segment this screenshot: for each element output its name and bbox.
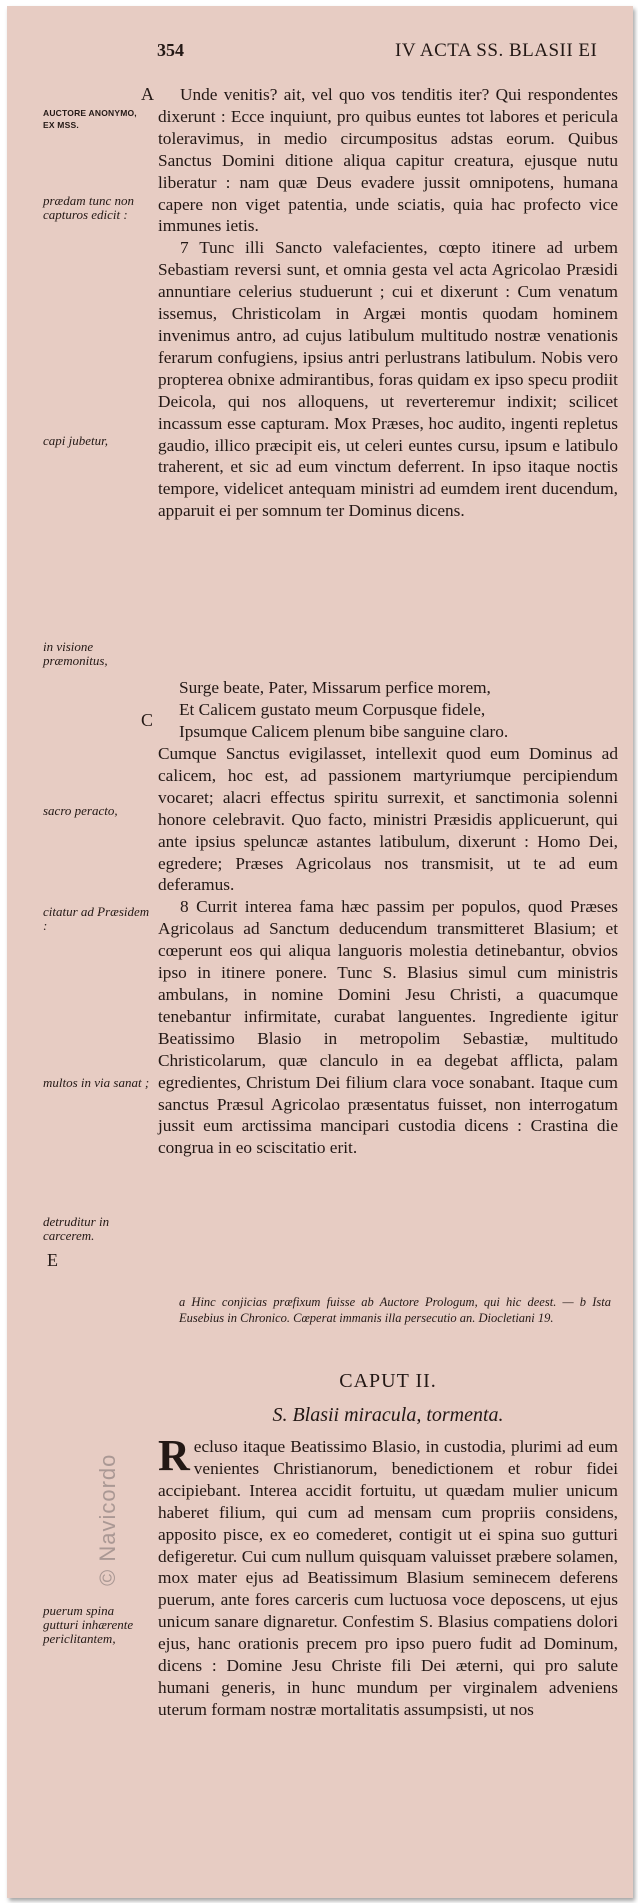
watermark: © Navicordo — [95, 1453, 120, 1586]
verse-block — [179, 677, 619, 743]
margin-letter-e: E — [47, 1250, 58, 1270]
chapter-body — [158, 1431, 618, 1721]
body-text-upper — [158, 84, 618, 522]
margin-note-7: detruditur in carcerem. — [43, 1214, 110, 1243]
margin-note-6: multos in via sanat ; — [43, 1075, 150, 1090]
margin-letter-a: A — [141, 84, 154, 104]
running-header — [157, 40, 633, 62]
paragraph-1: Unde venitis? ait, vel quo vos tenditis iter? Qui respondentes dixerunt : Ecce inquiunt, pro quibus euntes tot labores et pericula toleravimus, in medio circumpositus adstas eorum. Quibus Sanctus Domini ditione aliqua capitur creatura, ejusque nutu liberatur : nam quæ Deus evadere jussit omnipotens, humana capere non viget patentia, unde sciatis, quia hac profecto vice immunes ietis. — [158, 85, 618, 236]
scanned-page — [7, 6, 633, 1898]
margin-note-4: sacro peracto, — [43, 803, 118, 818]
margin-note-8: puerum spina gutturi inhærente periclitantem, — [43, 1603, 134, 1646]
margin-letter-c: C — [141, 710, 154, 730]
verse-line: Surge beate, Pater, Missarum perfice morem, — [179, 678, 491, 697]
page-content — [7, 6, 633, 1898]
footnotes: a Hinc conjicias præfixum fuisse ab Auctore Prologum, qui hic deest. — b Ista Eusebius in Chronico. Cœperat immanis illa persecutio an. Diocletiani 19. — [179, 1295, 611, 1325]
margin-note-2: capi jubetur, — [43, 433, 108, 448]
chapter-paragraph-text: ecluso itaque Beatissimo Blasio, in custodia, plurimi ad eum venientes Christianorum, benedictionem et robur fidei accipiebant. Interea accidit fortuitu, ut quædam mulier unicum haberet filium, qui cum ad mensam cum propriis considens, apposito pisce, ex eo comederet, contigit ut ei spina suo gutturi defigeretur. Cui cum nullum quisquam valuisset præbere solamen, mox mater ejus ad Beatissimum Blasium seminecem deferens puerum, ante fores carceris cum luctuosa voce deposcens, ut ejus unicum sanare dignaretur. Confestim S. Blasius compatiens dolori ejus, hanc orationis precem pro ipso puero fudit ad Dominum, dicens : Domine Jesu Christe fili Dei æterni, qui pro salute humani generis, in hunc mundum per virginalem adveniens uterum formam nostræ mortalitatis assumpsisti, ut nos — [158, 1437, 618, 1719]
verse-line: Et Calicem gustato meum Corpusque fidele, — [179, 699, 486, 719]
margin-note-1: prædam tunc non capturos edicit : — [43, 193, 134, 222]
chapter-paragraph-1 — [158, 1431, 618, 1721]
paragraph-4: 8 Currit interea fama hæc passim per populos, quod Præses Agricolaus ad Sanctum deducendum transmitteret Blasium; et cœperunt eos qui aliqua languoris molestia detinebantur, obvios ipso in itinere ponere. Tunc S. Blasius simul cum ministris ambulans, in nomine Domini Jesu Christi, a quacumque tenebantur infirmitate, curabat languentes. Ingrediente igitur Beatissimo Blasio in metropolim Sebastiæ, multitudo Christicolarum, quæ clanculo in ea degebat afflicta, palam egredientes, Christum Dei filium clara voce sonabant. Itaque cum sanctus Præsul Agricolao præsentatus fuisset, non interrogatum jussit eum arctissima mancipari custodia dicens : Crastina die congrua in eo sciscitatio erit. — [158, 897, 618, 1158]
paragraph-3: Cumque Sanctus evigilasset, intellexit quod eum Dominus ad calicem, hoc est, ad passionem martyriumque percipiendum vocaret; alacri effectus spiritu surrexit, et sanctimonia solenni honore celebravit. Quo facto, ministri Præsidis applicuerunt, qui ante ipsius speluncæ astantes latibulum, dixerunt : Homo Dei, egredere; Præses Agricolaus nos transmisit, ut te ad eum deferamus. — [158, 744, 618, 895]
paragraph-2: 7 Tunc illi Sancto valefacientes, cœpto itinere ad urbem Sebastiam reversi sunt, et omnia gesta vel acta Agricolao Præsidi annuntiare celerius studuerunt ; cui et dixerunt : Cum venatum issemus, Christicolam in Argæi montis quodam hominem invenimus antro, ad cujus latibulum multitudo nostræ venationis ferarum confugiens, ipsius antri perlustrans latibulum. Nobis vero propterea obnixe admirantibus, foras quidam ex ipso specu prodiit Deicola, qui nos alloquens, ut reverteremur indixit; scilicet incassum esse capturam. Mox Præses, hoc audito, ingenti repletus gaudio, illico præcipit eis, ut celeri euntes cursu, ipsum e latibulo traherent, et sic ad eum vinctum deferrent. In ipso itaque noctis tempore, videlicet antequam ministri ad eumdem irent ducendum, apparuit ei per somnum ter Dominus dicens. — [158, 238, 618, 521]
body-text-lower — [158, 743, 618, 1159]
drop-cap: R — [158, 1431, 190, 1480]
margin-note-3: in visione præmonitus, — [43, 639, 108, 668]
page-number: 354 — [157, 40, 184, 60]
running-title: IV ACTA SS. BLASII EI — [395, 40, 598, 61]
margin-note-5: citatur ad Præsidem : — [43, 904, 150, 933]
chapter-subtitle: S. Blasii miracula, tormenta. — [272, 1404, 504, 1426]
verse-line: Ipsumque Calicem plenum bibe sanguine claro. — [179, 721, 509, 741]
chapter-heading: CAPUT II. — [339, 1370, 437, 1392]
margin-note-source: AUCTORE ANONYMO, EX MSS. — [43, 108, 137, 130]
